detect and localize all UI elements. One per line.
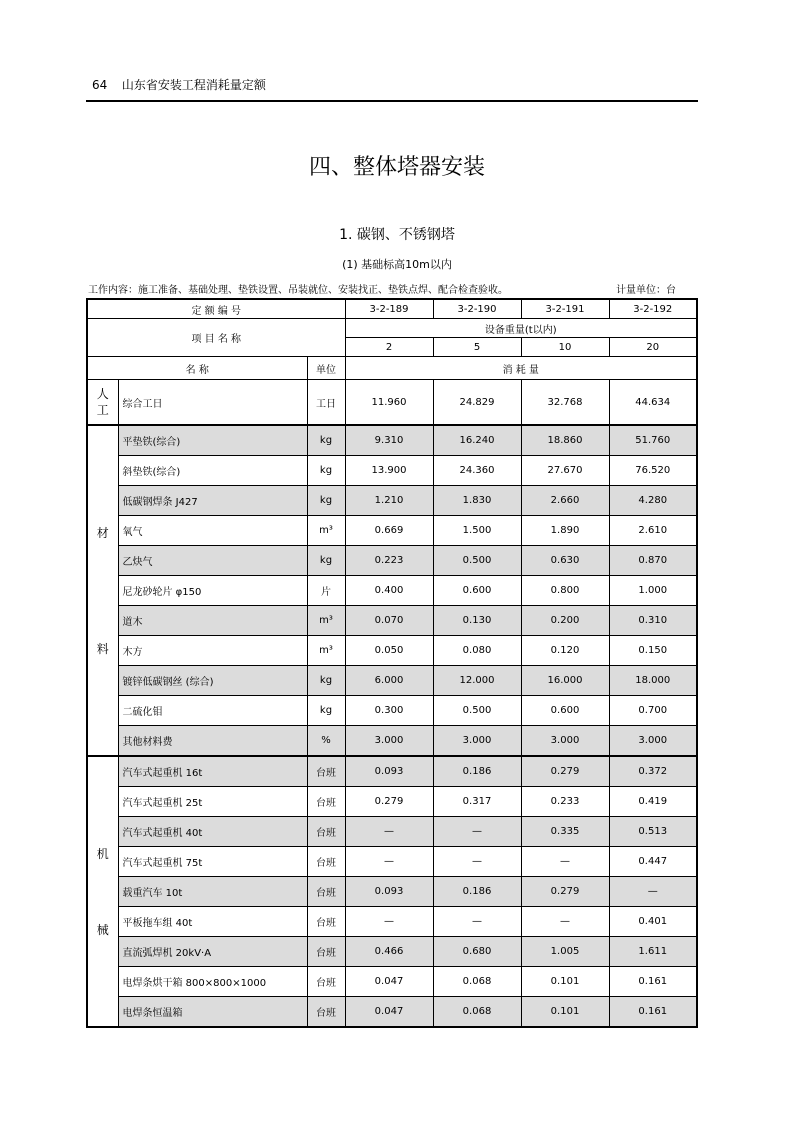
machinery-value: 0.335	[521, 817, 609, 847]
machinery-value: 0.093	[345, 877, 433, 907]
machinery-row	[87, 877, 697, 907]
machinery-value: 0.233	[521, 787, 609, 817]
machinery-unit: 台班	[307, 997, 345, 1028]
material-row	[87, 666, 697, 696]
material-value: 0.600	[433, 576, 521, 606]
header-rule	[86, 100, 698, 102]
machinery-value: 0.680	[433, 937, 521, 967]
material-row	[87, 726, 697, 757]
machinery-row	[87, 967, 697, 997]
material-unit: m³	[307, 636, 345, 666]
machinery-row	[87, 937, 697, 967]
material-row	[87, 576, 697, 606]
material-category	[87, 425, 118, 756]
machinery-name: 汽车式起重机 75t	[118, 847, 307, 877]
machinery-value: 0.101	[521, 997, 609, 1028]
weight-label: 设备重量(t以内)	[345, 319, 697, 338]
material-value: 18.000	[609, 666, 697, 696]
column-header-row	[87, 357, 697, 380]
machinery-value: —	[345, 907, 433, 937]
weight-header-row	[87, 319, 697, 338]
material-value: 0.223	[345, 546, 433, 576]
machinery-value: 1.005	[521, 937, 609, 967]
machinery-value: 0.466	[345, 937, 433, 967]
machinery-name: 汽车式起重机 25t	[118, 787, 307, 817]
material-value: 0.800	[521, 576, 609, 606]
machinery-row	[87, 756, 697, 787]
material-value: 18.860	[521, 425, 609, 456]
machinery-unit: 台班	[307, 877, 345, 907]
quota-code-row	[87, 299, 697, 319]
weight-value: 5	[433, 338, 521, 357]
material-name: 低碳钢焊条 J427	[118, 486, 307, 516]
material-name: 氧气	[118, 516, 307, 546]
weight-value: 20	[609, 338, 697, 357]
material-value: 1.210	[345, 486, 433, 516]
quota-code: 3-2-190	[433, 299, 521, 319]
machinery-value: —	[433, 907, 521, 937]
measurement-unit: 计量单位：台	[616, 285, 676, 296]
sub-subsection-title: (1) 基础标高10m以内	[342, 258, 452, 271]
material-row	[87, 425, 697, 456]
material-value: 0.300	[345, 696, 433, 726]
labor-value: 44.634	[609, 380, 697, 426]
material-name: 镀锌低碳钢丝 (综合)	[118, 666, 307, 696]
machinery-value: —	[521, 847, 609, 877]
machinery-name: 电焊条烘干箱 800×800×1000	[118, 967, 307, 997]
consumption-header: 消 耗 量	[345, 357, 697, 380]
material-value: 2.610	[609, 516, 697, 546]
page-header	[92, 76, 266, 93]
material-value: 16.240	[433, 425, 521, 456]
machinery-unit: 台班	[307, 847, 345, 877]
machinery-unit: 台班	[307, 937, 345, 967]
machinery-value: 0.279	[345, 787, 433, 817]
quota-label: 定 额 编 号	[87, 299, 345, 319]
item-label: 项 目 名 称	[87, 319, 345, 357]
material-name: 平垫铁(综合)	[118, 425, 307, 456]
material-value: 12.000	[433, 666, 521, 696]
machinery-name: 直流弧焊机 20kV·A	[118, 937, 307, 967]
material-unit: m³	[307, 516, 345, 546]
material-unit: 片	[307, 576, 345, 606]
material-value: 3.000	[433, 726, 521, 757]
machinery-value: 0.068	[433, 997, 521, 1028]
unit-header: 单位	[307, 357, 345, 380]
material-value: 0.130	[433, 606, 521, 636]
machinery-value: —	[345, 817, 433, 847]
material-value: 0.310	[609, 606, 697, 636]
machinery-value: 0.513	[609, 817, 697, 847]
quota-code: 3-2-192	[609, 299, 697, 319]
machinery-value: 0.401	[609, 907, 697, 937]
material-category-bottom: 料	[96, 641, 109, 656]
material-value: 1.830	[433, 486, 521, 516]
labor-row	[87, 380, 697, 426]
machinery-unit: 台班	[307, 817, 345, 847]
machinery-row	[87, 817, 697, 847]
material-name: 尼龙砂轮片 φ150	[118, 576, 307, 606]
quota-code: 3-2-189	[345, 299, 433, 319]
machinery-value: 0.279	[521, 756, 609, 787]
work-content: 工作内容：施工准备、基础处理、垫铁设置、吊装就位、安装找正、垫铁点焊、配合检查验收。	[88, 285, 508, 296]
material-value: 9.310	[345, 425, 433, 456]
name-header: 名 称	[87, 357, 307, 380]
material-unit: kg	[307, 456, 345, 486]
materials-section	[87, 425, 697, 756]
work-content-line	[88, 281, 694, 296]
material-unit: kg	[307, 666, 345, 696]
material-value: 13.900	[345, 456, 433, 486]
quota-code: 3-2-191	[521, 299, 609, 319]
material-name: 道木	[118, 606, 307, 636]
material-value: 1.000	[609, 576, 697, 606]
machinery-row	[87, 847, 697, 877]
machinery-unit: 台班	[307, 967, 345, 997]
quota-table	[86, 298, 698, 1028]
machinery-value: 0.093	[345, 756, 433, 787]
material-unit: m³	[307, 606, 345, 636]
machinery-value: —	[521, 907, 609, 937]
machinery-value: —	[609, 877, 697, 907]
labor-unit: 工日	[307, 380, 345, 426]
material-value: 51.760	[609, 425, 697, 456]
material-name: 乙炔气	[118, 546, 307, 576]
machinery-value: 0.186	[433, 877, 521, 907]
material-value: 3.000	[521, 726, 609, 757]
machinery-category	[87, 756, 118, 1027]
material-category-top: 材	[96, 525, 109, 540]
material-row	[87, 696, 697, 726]
material-value: 0.120	[521, 636, 609, 666]
page-number: 64	[92, 78, 108, 92]
material-name: 木方	[118, 636, 307, 666]
material-value: 27.670	[521, 456, 609, 486]
machinery-row	[87, 907, 697, 937]
material-value: 2.660	[521, 486, 609, 516]
material-value: 3.000	[609, 726, 697, 757]
machinery-name: 平板拖车组 40t	[118, 907, 307, 937]
machinery-value: 0.068	[433, 967, 521, 997]
machinery-value: —	[433, 847, 521, 877]
material-value: 6.000	[345, 666, 433, 696]
machinery-name: 汽车式起重机 16t	[118, 756, 307, 787]
material-value: 0.870	[609, 546, 697, 576]
material-value: 1.890	[521, 516, 609, 546]
machinery-name: 电焊条恒温箱	[118, 997, 307, 1028]
machinery-section	[87, 756, 697, 1027]
machinery-value: —	[345, 847, 433, 877]
machinery-value: 0.047	[345, 997, 433, 1028]
material-value: 76.520	[609, 456, 697, 486]
weight-value: 10	[521, 338, 609, 357]
material-value: 0.200	[521, 606, 609, 636]
machinery-value: 0.186	[433, 756, 521, 787]
material-row	[87, 486, 697, 516]
material-row	[87, 516, 697, 546]
material-value: 0.050	[345, 636, 433, 666]
material-name: 斜垫铁(综合)	[118, 456, 307, 486]
material-value: 24.360	[433, 456, 521, 486]
material-value: 4.280	[609, 486, 697, 516]
material-value: 0.700	[609, 696, 697, 726]
machinery-value: 0.047	[345, 967, 433, 997]
labor-name: 综合工日	[118, 380, 307, 426]
machinery-unit: 台班	[307, 907, 345, 937]
material-value: 0.630	[521, 546, 609, 576]
material-value: 0.669	[345, 516, 433, 546]
material-row	[87, 456, 697, 486]
material-unit: kg	[307, 486, 345, 516]
machinery-row	[87, 787, 697, 817]
machinery-unit: 台班	[307, 756, 345, 787]
machinery-value: 0.419	[609, 787, 697, 817]
machinery-value: 0.447	[609, 847, 697, 877]
subsection-title: 1. 碳钢、不锈钢塔	[339, 227, 455, 243]
machinery-name: 载重汽车 10t	[118, 877, 307, 907]
machinery-value: 0.317	[433, 787, 521, 817]
material-name: 二硫化钼	[118, 696, 307, 726]
material-name: 其他材料费	[118, 726, 307, 757]
machinery-value: 0.279	[521, 877, 609, 907]
material-value: 16.000	[521, 666, 609, 696]
material-value: 0.150	[609, 636, 697, 666]
book-title: 山东省安装工程消耗量定额	[121, 78, 266, 92]
section-title: 四、整体塔器安装	[308, 155, 485, 180]
material-unit: kg	[307, 546, 345, 576]
material-value: 0.500	[433, 696, 521, 726]
machinery-value: 0.101	[521, 967, 609, 997]
labor-value: 32.768	[521, 380, 609, 426]
material-value: 0.080	[433, 636, 521, 666]
material-row	[87, 606, 697, 636]
machinery-value: —	[433, 817, 521, 847]
machinery-name: 汽车式起重机 40t	[118, 817, 307, 847]
material-value: 0.600	[521, 696, 609, 726]
machinery-category-bottom: 械	[96, 922, 109, 937]
machinery-value: 0.372	[609, 756, 697, 787]
machinery-category-top: 机	[96, 846, 109, 861]
machinery-value: 1.611	[609, 937, 697, 967]
material-value: 0.500	[433, 546, 521, 576]
weight-value: 2	[345, 338, 433, 357]
material-value: 0.400	[345, 576, 433, 606]
material-row	[87, 636, 697, 666]
machinery-value: 0.161	[609, 997, 697, 1028]
material-unit: kg	[307, 696, 345, 726]
labor-value: 11.960	[345, 380, 433, 426]
material-value: 1.500	[433, 516, 521, 546]
material-unit: %	[307, 726, 345, 757]
material-value: 0.070	[345, 606, 433, 636]
material-value: 3.000	[345, 726, 433, 757]
machinery-row	[87, 997, 697, 1028]
labor-value: 24.829	[433, 380, 521, 426]
material-row	[87, 546, 697, 576]
machinery-unit: 台班	[307, 787, 345, 817]
material-unit: kg	[307, 425, 345, 456]
machinery-value: 0.161	[609, 967, 697, 997]
labor-category: 人工	[87, 380, 118, 426]
